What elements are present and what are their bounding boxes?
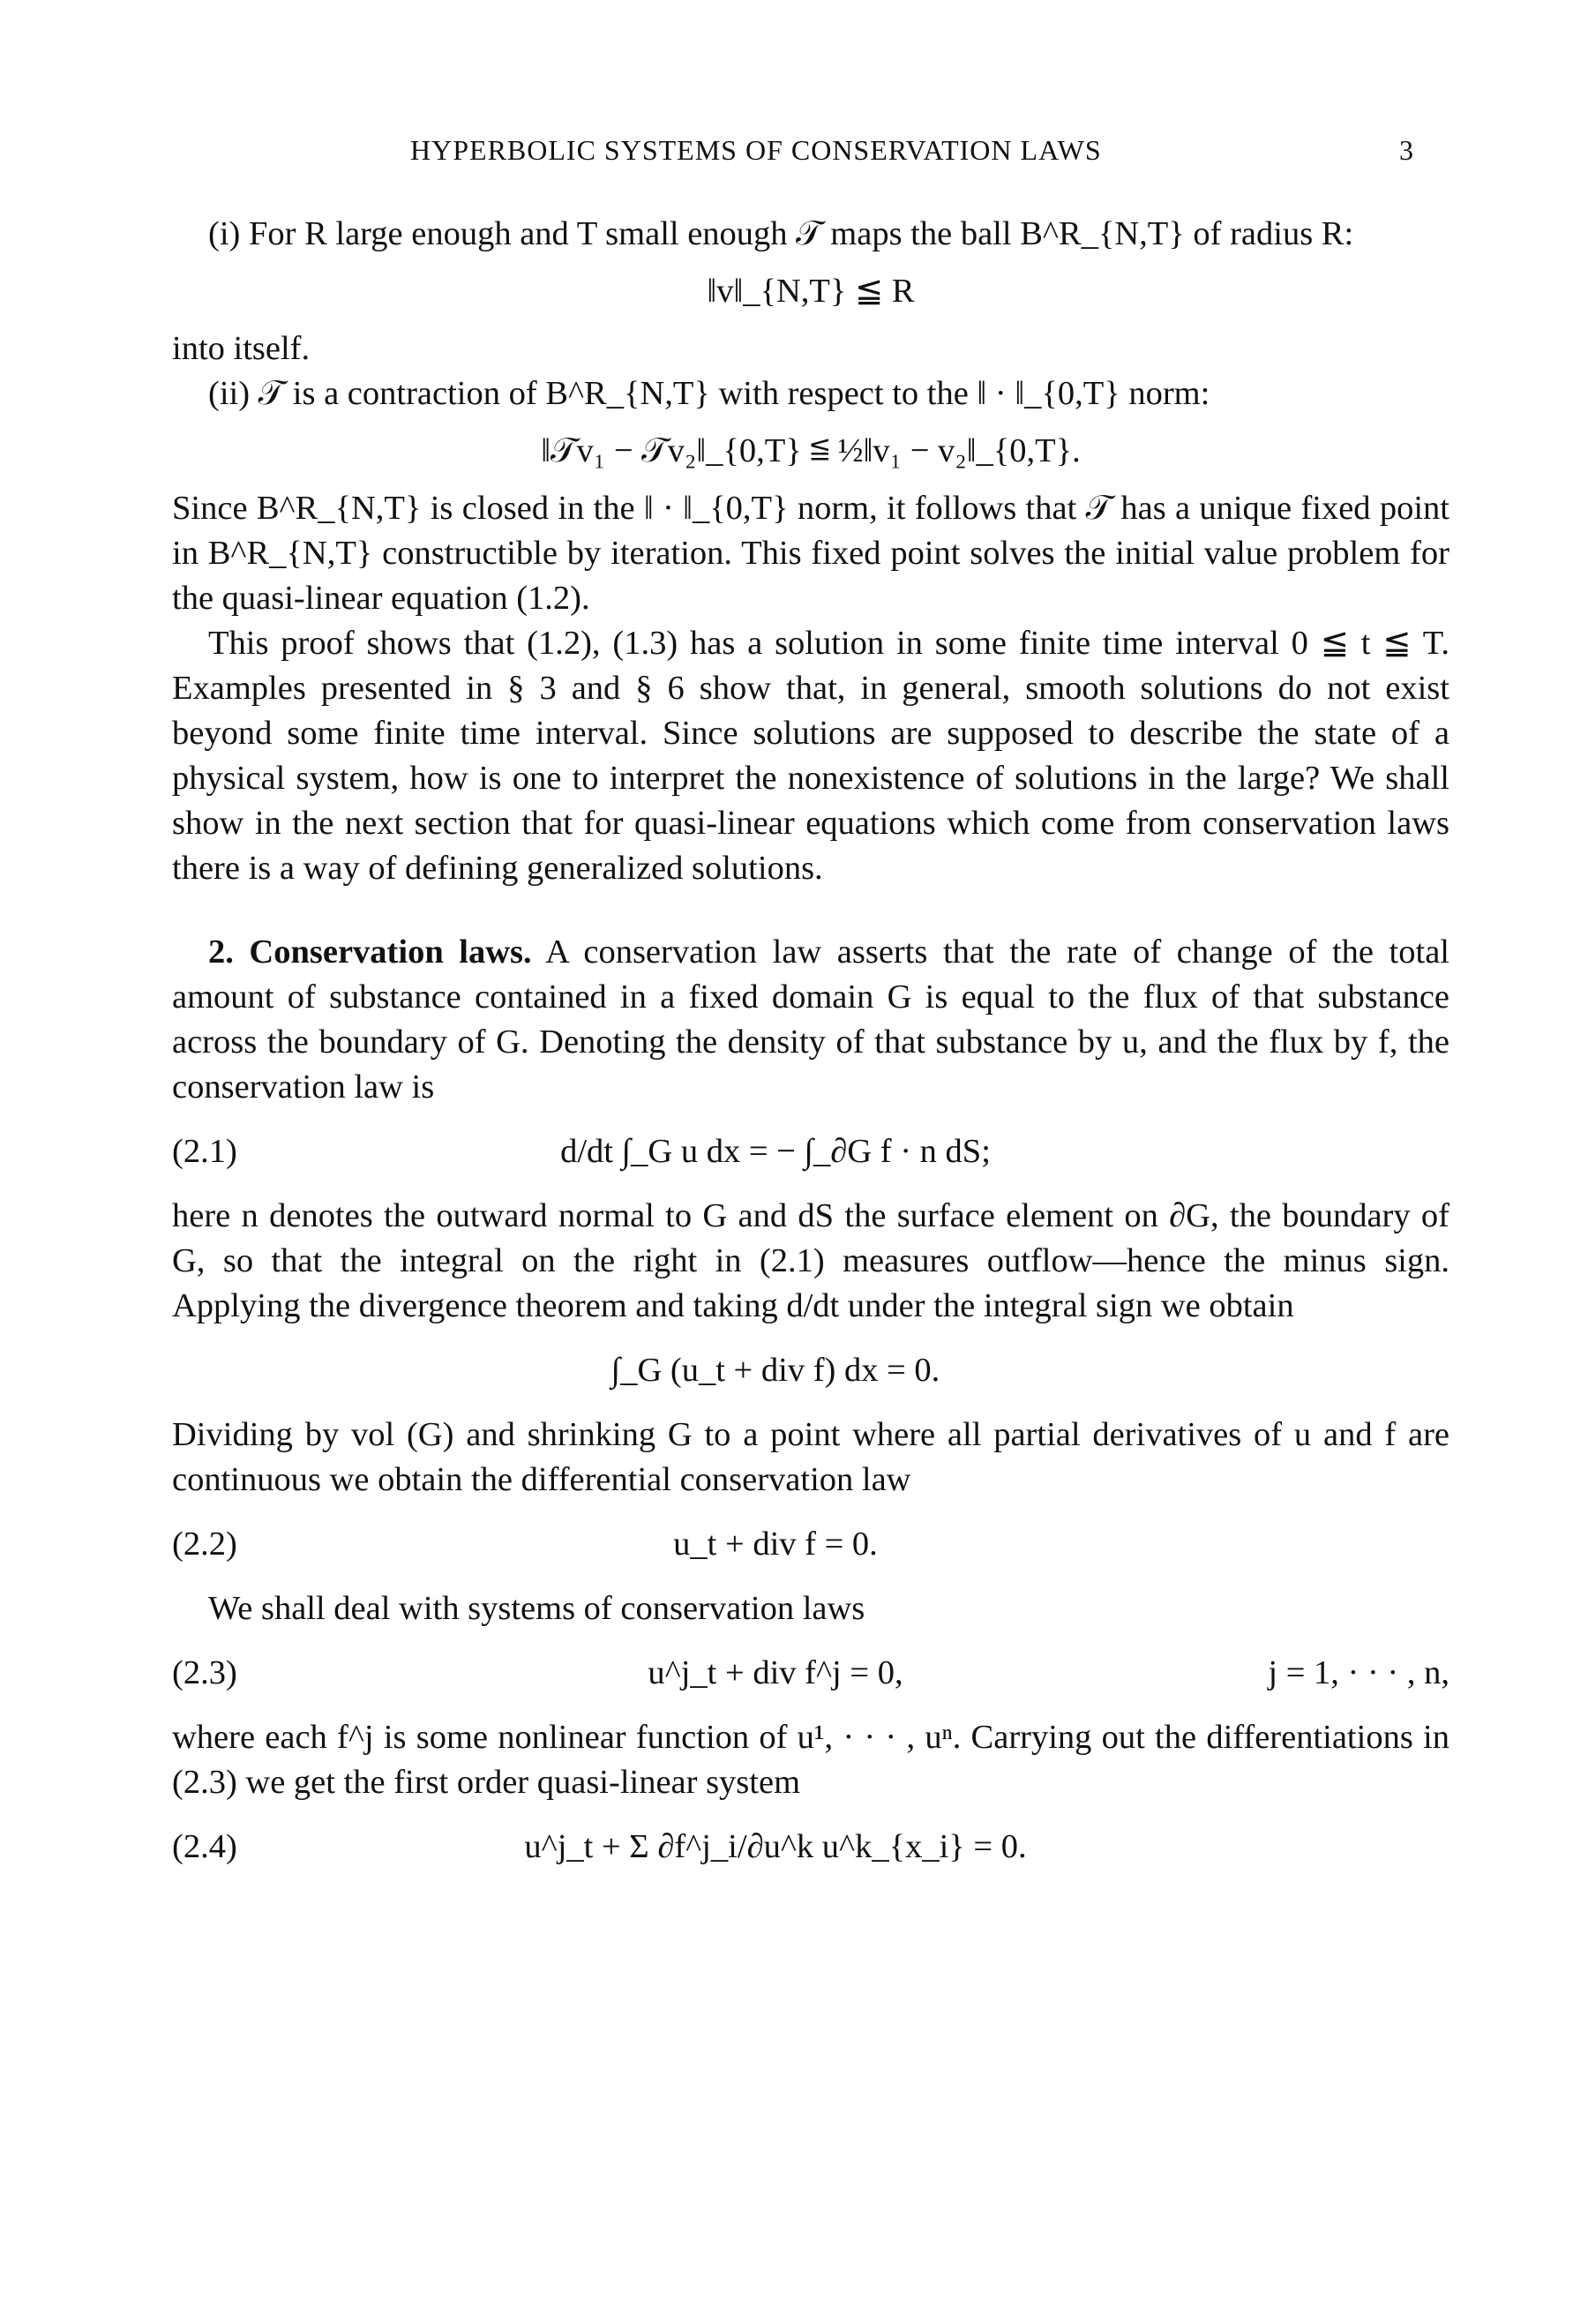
- paragraph-where: where each f^j is some nonlinear function of u¹, · · · , uⁿ. Carrying out the differentiations in (2.3) we get the first order quasi-linear system: [172, 1719, 1449, 1801]
- page-body: [172, 212, 1449, 1889]
- paragraph-proof: This proof shows that (1.2), (1.3) has a solution in some finite time interval 0 ≦ t ≦ T. Examples presented in § 3 and § 6 show that, in general, smooth solutions do not exist beyond some finite time interval. Since solutions are supposed to describe the state of a physical system, how is one to interpret the nonexistence of solutions in the large? We shall show in the next section that for quasi-linear equations which come from conservation laws there is a way of defining generalized solutions.: [172, 625, 1449, 887]
- section-2-paragraph: [172, 930, 1449, 1110]
- paragraph-systems: We shall deal with systems of conservation laws: [208, 1590, 865, 1627]
- equation-2-4-label: (2.4): [172, 1828, 237, 1865]
- equation-2-1-label: (2.1): [172, 1133, 237, 1170]
- equation-2-4-body: u^j_t + Σ ∂f^j_i/∂u^k u^k_{x_i} = 0.: [524, 1828, 1027, 1865]
- equation-2-3-label: (2.3): [172, 1654, 237, 1691]
- section-2-text: A conservation law asserts that the rate of change of the total amount of substance contained in a fixed domain G is equal to the flux of that substance across the boundary of G. Denoting the density of that substance by u, and the flux by f, the conservation law is: [172, 933, 1449, 1106]
- paragraph-here: here n denotes the outward normal to G and dS the surface element on ∂G, the boundary of G, so that the integral on the right in (2.1) measures outflow—hence the minus sign. Applying the divergence theorem and taking d/dt under the integral sign we obtain: [172, 1197, 1449, 1324]
- equation-2-3-range: j = 1, · · · , n,: [1268, 1654, 1449, 1691]
- equation-2-3: [172, 1651, 1449, 1696]
- equation-divergence: [172, 1348, 1449, 1393]
- item-ii: (ii) 𝒯 is a contraction of B^R_{N,T} with respect to the ‖ · ‖_{0,T} norm:: [208, 375, 1210, 412]
- equation-2-2-body: u_t + div f = 0.: [673, 1526, 878, 1563]
- equation-2-2: [172, 1522, 1449, 1567]
- into-itself: into itself.: [172, 330, 311, 367]
- equation-2-2-label: (2.2): [172, 1526, 237, 1563]
- item-i: (i) For R large enough and T small enough 𝒯 maps the ball B^R_{N,T} of radius R:: [208, 215, 1354, 252]
- page-number: 3: [1399, 134, 1414, 166]
- equation-2-1-body: d/dt ∫_G u dx = − ∫_∂G f · n dS;: [560, 1133, 991, 1170]
- contraction-inequality: ‖𝒯v₁ − 𝒯v₂‖_{0,T} ≦ ½‖v₁ − v₂‖_{0,T}.: [541, 432, 1081, 469]
- running-title: HYPERBOLIC SYSTEMS OF CONSERVATION LAWS: [410, 134, 1102, 166]
- section-heading: 2. Conservation laws.: [208, 933, 532, 971]
- paragraph-dividing: Dividing by vol (G) and shrinking G to a point where all partial derivatives of u and f are continuous we obtain the differential conservation law: [172, 1416, 1449, 1498]
- equation-2-1: [172, 1129, 1449, 1174]
- equation-2-4: [172, 1825, 1449, 1870]
- section-gap: [172, 891, 1449, 930]
- paragraph-since: Since B^R_{N,T} is closed in the ‖ · ‖_{0,T} norm, it follows that 𝒯 has a unique fixed point in B^R_{N,T} constructible by iteration. This fixed point solves the initial value problem for the quasi-linear equation (1.2).: [172, 490, 1449, 617]
- equation-2-3-body: u^j_t + div f^j = 0,: [648, 1654, 903, 1691]
- equation-divergence-body: ∫_G (u_t + div f) dx = 0.: [610, 1352, 940, 1389]
- ball-condition: ‖v‖_{N,T} ≦ R: [707, 273, 915, 310]
